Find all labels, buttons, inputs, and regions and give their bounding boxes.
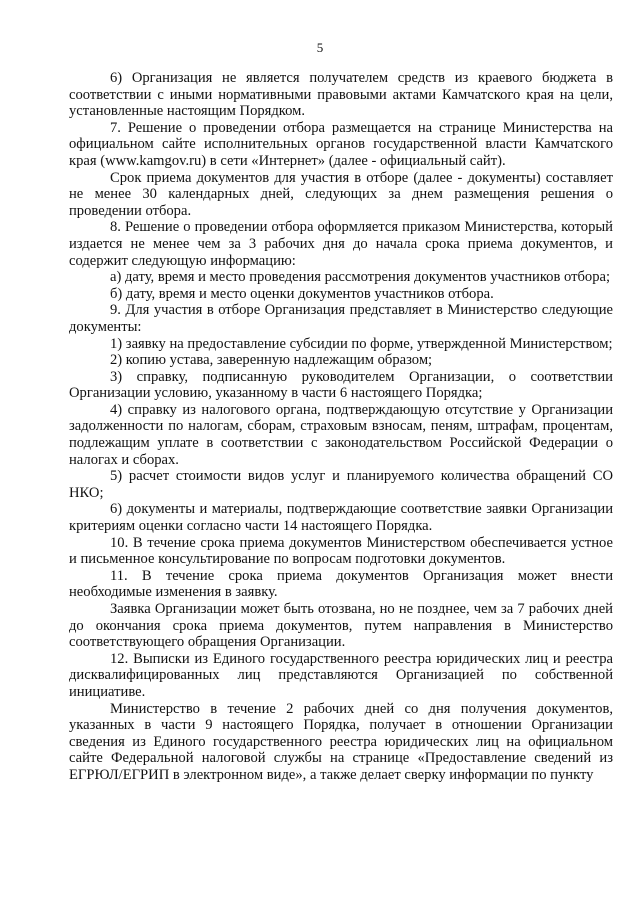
paragraph-8b: б) дату, время и место оценки документов участников отбора. bbox=[110, 285, 494, 302]
paragraph-9-item-6: 6) документы и материалы, подтверждающие соответствие заявки Организации критериям оценки согласно части 14 настоящего Порядка. bbox=[69, 501, 613, 535]
paragraph-9-item-5: 5) расчет стоимости видов услуг и планируемого количества обращений СО НКО; bbox=[69, 468, 613, 501]
paragraph-11-changes: 11. В течение срока приема документов Организация может внести необходимые изменения в заявку. bbox=[69, 567, 613, 601]
document-body bbox=[69, 70, 613, 784]
paragraph-withdrawal: Заявка Организации может быть отозвана, но не позднее, чем за 7 рабочих дней до окончания срока приема документов, путем направления в Министерство соответствующего обращения Организации. bbox=[69, 601, 613, 651]
paragraph-9-item-2: 2) копию устава, заверенную надлежащим образом; bbox=[110, 352, 433, 369]
paragraph-ministry-check: Министерство в течение 2 рабочих дней со дня получения документов, указанных в части 9 настоящего Порядка, получает в отношении Организации сведения из Единого государственного реестра юридических лиц на официальном сайте Федеральной налоговой службы на странице «Предоставление сведений из ЕГРЮЛ/ЕГРИП в электронном виде», а также делает сверку информации по пункту bbox=[69, 700, 613, 783]
paragraph-8a: а) дату, время и место проведения рассмотрения документов участников отбора; bbox=[110, 269, 611, 286]
paragraph-9-documents: 9. Для участия в отборе Организация представляет в Министерство следующие документы: bbox=[69, 302, 613, 335]
page-number: 5 bbox=[316, 40, 324, 55]
paragraph-10-consulting: 10. В течение срока приема документов Министерством обеспечивается устное и письменное консультирование по вопросам подготовки документов. bbox=[69, 534, 613, 568]
paragraph-9-item-3: 3) справку, подписанную руководителем Организации, о соответствии Организации условию, указанному в части 6 настоящего Порядка; bbox=[69, 368, 613, 402]
paragraph-12-extracts: 12. Выписки из Единого государственного реестра юридических лиц и реестра дисквалифицированных лиц представляются Организацией по собственной инициативе. bbox=[69, 650, 613, 700]
paragraph-8-decision-order: 8. Решение о проведении отбора оформляется приказом Министерства, который издается не менее чем за 3 рабочих дня до начала срока приема документов, и содержит следующую информацию: bbox=[69, 219, 613, 269]
paragraph-document-term: Срок приема документов для участия в отборе (далее - документы) составляет не менее 30 календарных дней, следующих за днем размещения решения о проведении отбора. bbox=[69, 169, 613, 219]
paragraph-6-not-recipient: 6) Организация не является получателем средств из краевого бюджета в соответствии с иными нормативными правовыми актами Камчатского края на цели, установленные настоящим Порядком. bbox=[69, 70, 613, 120]
paragraph-9-item-4: 4) справку из налогового органа, подтверждающую отсутствие у Организации задолженности по налогам, сборам, страховым взносам, пеням, штрафам, процентам, подлежащим уплате в соответствии с законодательством Российской Федерации о налогах и сборах. bbox=[69, 401, 613, 468]
paragraph-9-item-1: 1) заявку на предоставление субсидии по форме, утвержденной Министерством; bbox=[110, 335, 613, 352]
paragraph-7-decision-publication: 7. Решение о проведении отбора размещается на странице Министерства на официальном сайте исполнительных органов государственной власти Камчатского края (www.kamgov.ru) в сети «Интернет» (далее - официальный сайт). bbox=[69, 119, 613, 169]
